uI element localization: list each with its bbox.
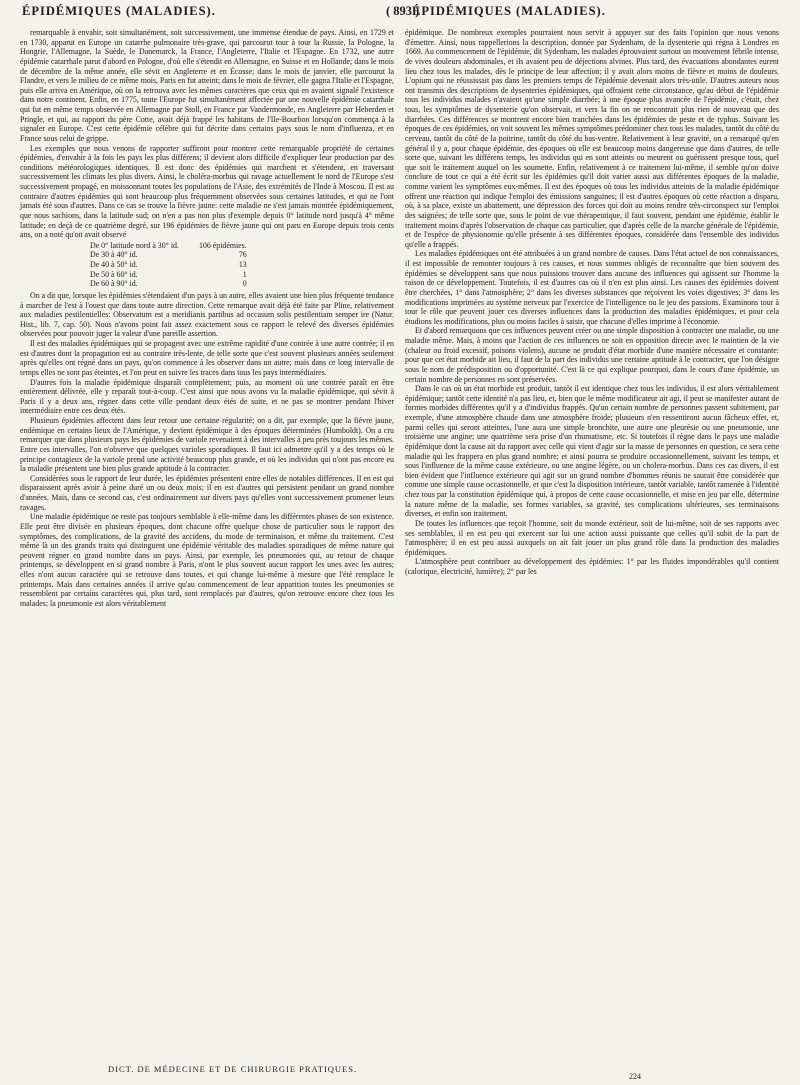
paragraph: Dans le cas où un état morbide est produit, tantôt il est identique chez tous les individus, il est alors véritablement épidémique; tantôt cette identité n'a pas lieu, et, bien que le même modificateur ait agi, il peut se manifester autant de formes morbides différentes qu'il y a d'individus frappés. Qu'un certain nombre de personnes passent subitement, par exemple, d'une atmosphère chaude dans une atmosphère froide; plusieurs n'en ressentiront aucun fâcheux effet, et, parmi celles qui seront atteintes, l'une aura une simple bronchite, une autre une pleurésie ou une pneumonie, une troisième une angine; une quatrième sera prise d'un rhumatisme, etc. Si toutefois il règne dans le pays une maladie épidémique dont la cause ait du rapport avec celle qui vient d'agir sur la masse de personnes en question, ce sera cette maladie qui les frappera en plus grand nombre; et ainsi pourra se produire occasionnellement, suivant les temps, et sous l'influence de la même cause extérieure, ou une angine légère, ou un cholera-morbus. Dans ces cas divers, il est bien évident que l'influence extérieure qui agit sur un grand nombre d'hommes réunis ne saurait être considérée que comme une simple cause occasionnelle, et que c'est la disposition intérieure, tantôt variable, tantôt ramenée à l'identité chez tous par la constitution épidémique qui, à propos de cette cause occasionnelle, et mise en jeu par elle, détermine la nature même de la maladie, ses formes variables, sa gravité, ses complications ultérieures, ses terminaisons diverses, et enfin son traitement. (405, 384, 779, 519)
table-cell-range: De 0° latitude nord à 30° id. (90, 240, 179, 250)
table-row (90, 279, 253, 289)
table-cell-range: De 60 à 90° id. (90, 279, 138, 289)
header-right-title: ÉPIDÉMIQUES (MALADIES). (412, 4, 606, 18)
paragraph: Les maladies épidémiques ont été attribuées à un grand nombre de causes. Dans l'état actuel de nos connaissances, il est impossible de remonter toujours à ces causes, et nous sommes obligés de reconnaître que bien souvent des épidémies se développent sans que nous puissions trouver dans aucune des influences qui agissent sur l'homme la raison de ce développement. Toutefois, il est d'autres cas où il n'en est plus ainsi. Les causes des épidémies doivent être cherchées, 1° dans l'atmosphère; 2° dans les diverses substances que reçoivent les voies digestives; 3° dans les modifications imprimées au système nerveux par l'exercice de l'intelligence ou le jeu des passions. Examinons tour à tour le rôle que peuvent jouer ces diverses influences dans la production des maladies épidémiques, et pour cela étudions les modifications, plus ou moins faciles à saisir, que chacune d'elles imprime à l'économie. (405, 249, 779, 326)
paragraph: épidémique. De nombreux exemples pourraient nous servir à appuyer sur des faits l'opinion que nous venons d'émettre. Ainsi, nous rappellerions la description, donnée par Sydenham, de la dysenterie qui régna à Londres en 1669. Au commencement de l'épidémie, dit Sydenham, les malades éprouvaient surtout un mouvement fébrile intense, de vives douleurs abdominales, et ils avaient peu de déjections alvines. Plus tard, des évacuations abondantes eurent lieu chez tous les malades, dès le principe de leur affection; il y avait alors moins de fièvre et moins de douleurs. L'opium qui ne réussissait pas dans les premiers temps de l'épidémie devenait alors très-utile. D'autres auteurs nous ont transmis des descriptions de dysenteries épidémiques, qui offraient cette circonstance, qu'au début de l'épidémie tous les individus malades n'avaient qu'une simple diarrhée; à une époque plus avancée de l'épidémie, c'était, chez tous, les symptômes de dysenterie qu'on observait, et vers la fin on ne rencontrait plus rien de nouveau que des diarrhées. Ces différences se montrent encore bien tranchées dans les épidémies de peste et de typhus. Suivant les époques de ces épidémies, on voit souvent les mêmes symptômes prédominer chez tous les malades, tantôt du côté du cerveau, tantôt du côté de la poitrine, tantôt du côté du bas-ventre. Relativement à leur gravité, on a remarqué qu'en général il y a, pour chaque épidémie, des époques où elle est beaucoup moins dangereuse que dans d'autres, de telle sorte que, suivant les différens temps, les individus qui en sont atteints ou meurent ou guérissent presque tous, quel que soit le traitement auquel on les soumette. Enfin, relativement à ce traitement lui-même, il semble qu'on doive conclure de tout ce qui a été écrit sur les épidémies qu'il doit varier aussi aux différentes époques de la maladie, comme varient les symptômes eux-mêmes. Il est des époques où tous les individus atteints de la maladie épidémique offrent une réaction qui indique l'emploi des émissions sanguines; il est d'autres époques où cette réaction a disparu, où, à sa place, existe un abattement, une dépression des forces qui doit au moins rendre très-circonspect sur l'emploi des saignées; de telle sorte que, sous le point de vue thérapeutique, il faut souvent, pendant une épidémie, établir le traitement moins d'après l'observation de chaque cas particulier, que d'après celle de la marche générale de l'épidémie, et de l'espèce de physionomie qu'elle présente à ses différentes époques, considérée dans l'ensemble des individus qu'elle a frappés. (405, 28, 779, 249)
paragraph: Plusieurs épidémies affectent dans leur retour une certaine régularité; on a dit, par exemple, que la fièvre jaune, endémique en certains lieux de l'Amérique, y devient épidémique à des époques déterminées (Humboldt). On a cru remarquer que dans plusieurs pays les épidémies de variole revenaient à des intervalles à peu près toujours les mêmes. Entre ces intervalles, l'on n'observe que quelques varioles sporadiques. Il faut ici admettre qu'il y a des temps où le principe contagieux de la variole prend une activité beaucoup plus grande, et où les individus qui n'ont pas encore eu la maladie présentent une bien plus grande aptitude à la contracter. (20, 416, 394, 474)
right-column (405, 28, 779, 577)
page-number: ( 893 ) (386, 4, 420, 18)
table-cell-range: De 40 à 50° id. (90, 260, 138, 269)
running-header (0, 4, 800, 22)
paragraph: D'autres fois la maladie épidémique disparaît complètement; puis, au moment où une contrée paraît en être entièrement délivrée, elle y reparaît tout-à-coup. C'est ainsi que nous avons vu la maladie épidémique, qui sévit à Paris il y a deux ans, régner dans cette ville pendant deux étés de suite, et ne pas se montrer pendant l'hiver intermédiaire entre ces deux étés. (20, 377, 394, 416)
paragraph: Les exemples que nous venons de rapporter suffiront pour montrer cette remarquable propriété de certaines épidémies, d'envahir à la fois les pays les plus différens; il devient alors difficile d'expliquer leur production par des conditions météorologiques identiques. Il est donc des épidémies qui marchent et s'étendent, en traversant successivement les climats les plus divers. Ainsi, le choléra-morbus qui ravage actuellement le nord de l'Europe s'est successivement propagé, en moissonnant toutes les populations de l'Asie, des extrémités de l'Inde à Moscou. Il est au contraire d'autres épidémies qui sont beaucoup plus fréquemment observées sous certaines latitudes, et qui ne l'ont jamais été sous d'autres. Dans ce cas se trouve la fièvre jaune: cette maladie ne s'est jamais montrée épidémiquement, que nous sachions, dans la latitude sud; on n'en a pas non plus d'exemple depuis 0° latitude nord jusqu'à 4° même latitude; en deçà de ce quatrième degré, sur 196 épidémies de fièvre jaune qui ont paru en Europe depuis trois cents ans, on a noté qu'on avait observé (20, 143, 394, 240)
table-cell-count: 0 (242, 279, 247, 289)
paragraph: Et d'abord remarquons que ces influences peuvent créer ou une simple disposition à contracter une maladie, ou une maladie même. Mais, à moins que l'action de ces influences ne soit en opposition directe avec le maintien de la vie (chaleur ou froid excessif, poisons violens), aucune ne produit d'état morbide d'une manière nécessaire et constante: pour que cet état morbide ait lieu, il faut de la part des individus une certaine aptitude à le contracter, que l'on désigne sous le nom de prédisposition ou d'opportunité. C'est là ce qui explique pourquoi, dans le cours d'une épidémie, un certain nombre de personnes en sont préservées. (405, 326, 779, 384)
paragraph: De toutes les influences que reçoit l'homme, soit du monde extérieur, soit de lui-même, soit de ses rapports avec ses semblables, il en est peu qui exercent sur lui une action aussi puissante que celles qu'il subit de la part de l'atmosphère; il en est peu aussi auxquels on ait fait jouer un plus grand rôle dans la production des maladies épidémiques. (405, 518, 779, 557)
table-row (90, 250, 253, 260)
latitude-epidemics-table (90, 241, 253, 289)
table-row (90, 260, 253, 270)
header-left-title: ÉPIDÉMIQUES (MALADIES). (22, 4, 216, 18)
table-cell-count: 1 (242, 269, 247, 279)
table-row (90, 241, 253, 251)
table-cell-range: De 50 à 60° id. (90, 269, 138, 279)
table-cell-count: 76 (238, 250, 247, 260)
table-cell-range: De 30 à 40° id. (90, 250, 138, 260)
paragraph: On a dit que, lorsque les épidémies s'étendaient d'un pays à un autre, elles avaient une bien plus fréquente tendance à marcher de l'est à l'ouest que dans toute autre direction. Cette remarque avait déjà été faite par Pline, relativement aux maladies pestilentielles: Observatum est a meridianis partibus ad occasum solis pestilentiam semper ire (Natur. Hist., lib. 7, cap. 50). Nous n'avons point fait assez exactement sous ce rapport le relevé des diverses épidémies observées pour pouvoir juger la valeur d'une pareille assertion. (20, 290, 394, 339)
paragraph: Une maladie épidémique ne reste pas toujours semblable à elle-même dans les différentes phases de son existence. Elle peut être divisée en plusieurs époques, dont chacune offre quelque chose de particulier sous le rapport des symptômes, des complications, de la gravité des accidens, du mode de terminaison, et même du traitement. C'est même là un des grands traits qui distinguent une épidémie véritable des maladies sporadiques de même nature qui peuvent régner en grand nombre dans un pays. Ainsi, par exemple, les pneumonies qui, au retour de chaque printemps, se développent en si grand nombre à Paris, n'ont le plus souvent aucun rapport les unes avec les autres; elles n'ont aucun caractère qui se retrouve dans toutes, et qui change lui-même à mesure que l'été remplace le printemps. Mais dans certaines années il arrive qu'au commencement de leur apparition toutes les pneumonies se ressemblent par certains caractères qui, plus tard, sont remplacés par d'autres, qu'on retrouve encore chez tous les malades; la pneumonie est alors véritablement (20, 512, 394, 608)
paragraph: remarquable à envahir, soit simultanément, soit successivement, une immense étendue de pays. Ainsi, en 1729 et en 1730, apparut en Europe un catarrhe pulmonaire très-grave, qui parcourut tour à tour la Russie, la Pologne, la Hongrie, l'Allemagne, la Suède, le Danemarck, la France, l'Angleterre, l'Italie et l'Espagne. En 1732, une autre épidémie catarrhale parut d'abord en Pologne, d'où elle s'étendit en Allemagne, en Suisse et en Hollande; dans le mois de décembre de la même année, elle sévit en Angleterre et en Écosse; dans le mois de janvier, elle parcourut la Flandre, et vers le milieu de ce même mois, Paris en fut atteint; dans le mois de février, elle gagna l'Italie et l'Espagne, puis elle arriva en Amérique, où on la retrouva avec les mêmes caractères que ceux qui en avaient signalé l'existence dans notre continent. Enfin, en 1775, toute l'Europe fut simultanément affectée par une nouvelle épidémie catarrhale qui fut en même temps observée en Allemagne par Stoll, en France par Vandermonde, en Angleterre par Heberden et Pringle, et qui, au rapport du père Cotte, avait déjà frappé les habitans de l'Ile-Bourbon lorsqu'on commença à la signaler en Europe. C'est cette épidémie célèbre qui fut décrite dans certains pays sous le nom d'influenza, et en France sous celui de grippe. (20, 28, 394, 143)
paragraph: Considérées sous le rapport de leur durée, les épidémies présentent entre elles de notables différences. Il en est qui disparaissent après avoir à peine duré un ou deux mois; il en est d'autres qui persistent pendant un grand nombre d'années. Mais, dans ce second cas, c'est ordinairement sur divers pays qu'elles vont successivement promener leurs ravages. (20, 473, 394, 512)
paragraph: Il est des maladies épidémiques qui se propagent avec une extrême rapidité d'une contrée à une autre contrée; il en est d'autres dont la propagation est au contraire très-lente, de telle sorte que c'est souvent plusieurs années seulement après qu'elles ont régné dans un pays, qu'on commence à les observer dans un autre; mais dans ce long intervalle de temps elles ne sont pas éteintes, et l'on peut en suivre les traces dans tous les pays intermédiaires. (20, 339, 394, 377)
paragraph: L'atmosphère peut contribuer au développement des épidémies: 1° par les fluides impondérables qu'il contient (calorique, électricité, lumière); 2° par les (405, 557, 779, 576)
footer-signature-number: 224 (629, 1072, 641, 1081)
table-row (90, 270, 253, 280)
footer-dictionary-title: DICT. DE MÉDECINE ET DE CHIRURGIE PRATIQUES. (108, 1064, 358, 1074)
left-column (20, 28, 394, 609)
table-cell-count: 13 (238, 260, 247, 269)
table-cell-count: 106 épidémies. (198, 240, 247, 250)
